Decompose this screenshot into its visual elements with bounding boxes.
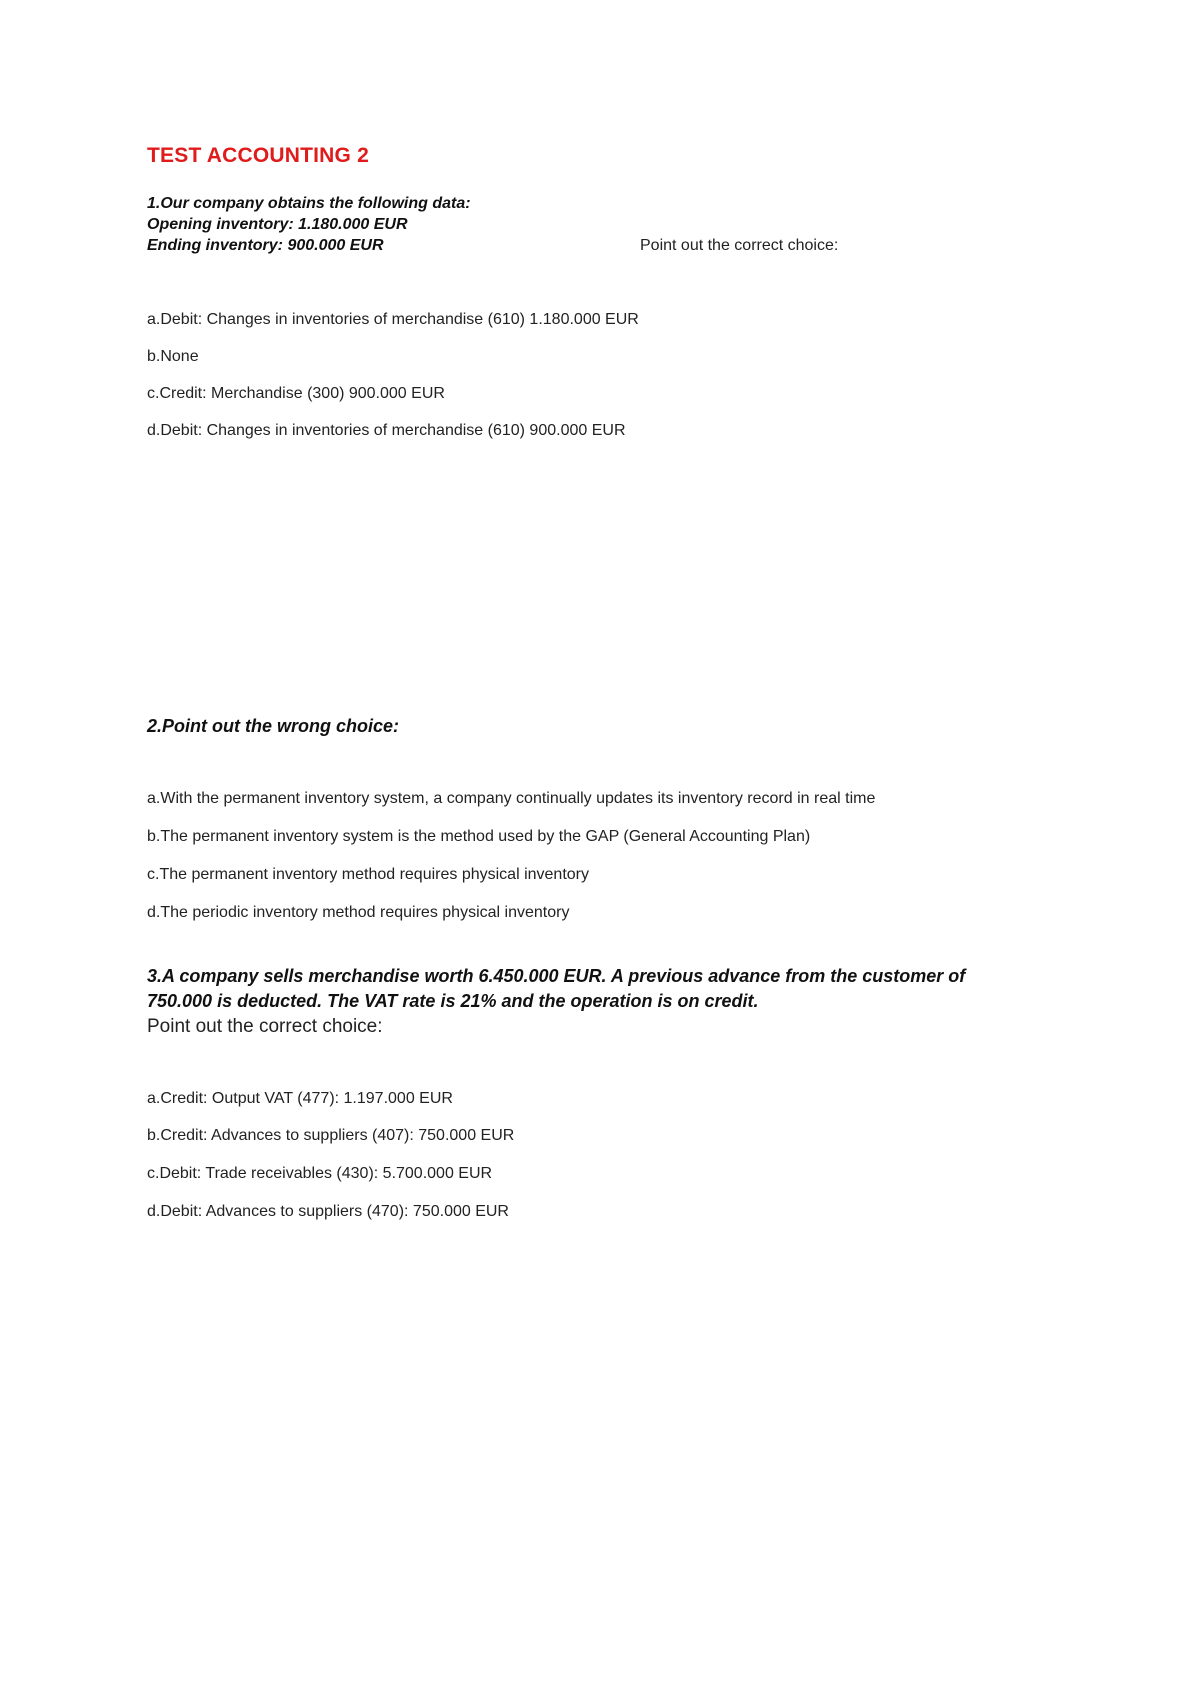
document-title: TEST ACCOUNTING 2 <box>147 144 369 167</box>
question3-heading-line1: 3.A company sells merchandise worth 6.450.000 EUR. A previous advance from the customer of <box>147 966 966 986</box>
question1-heading-line1: 1.Our company obtains the following data: <box>147 195 471 212</box>
question2-option-d: d.The periodic inventory method requires physical inventory <box>147 904 570 921</box>
question1-option-d: d.Debit: Changes in inventories of merchandise (610) 900.000 EUR <box>147 422 626 439</box>
question1-option-c: c.Credit: Merchandise (300) 900.000 EUR <box>147 385 445 402</box>
question2-option-c: c.The permanent inventory method requires physical inventory <box>147 866 589 883</box>
question3-heading-line2: 750.000 is deducted. The VAT rate is 21% and the operation is on credit. <box>147 991 759 1011</box>
question3-option-a: a.Credit: Output VAT (477): 1.197.000 EUR <box>147 1090 453 1107</box>
question1-heading-line3: Ending inventory: 900.000 EUR <box>147 237 384 254</box>
question3-option-c: c.Debit: Trade receivables (430): 5.700.000 EUR <box>147 1165 493 1182</box>
question1-heading-line2: Opening inventory: 1.180.000 EUR <box>147 216 408 233</box>
question1-prompt: Point out the correct choice: <box>640 237 839 254</box>
question2-option-b: b.The permanent inventory system is the method used by the GAP (General Accounting Plan) <box>147 828 811 845</box>
question1-option-b: b.None <box>147 348 199 365</box>
question2-heading: 2.Point out the wrong choice: <box>147 716 399 736</box>
question3-option-b: b.Credit: Advances to suppliers (407): 750.000 EUR <box>147 1127 515 1144</box>
question3-option-d: d.Debit: Advances to suppliers (470): 750.000 EUR <box>147 1203 509 1220</box>
question3-prompt: Point out the correct choice: <box>147 1016 383 1037</box>
question2-option-a: a.With the permanent inventory system, a company continually updates its inventory record in real time <box>147 790 876 807</box>
question1-option-a: a.Debit: Changes in inventories of merchandise (610) 1.180.000 EUR <box>147 311 639 328</box>
